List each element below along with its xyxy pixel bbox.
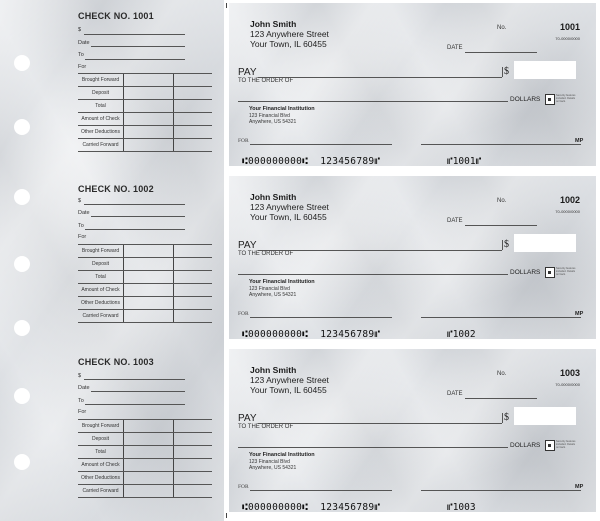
owner-city: Your Town, IL 60455	[250, 212, 327, 222]
check-number: 1002	[559, 195, 580, 205]
bank-name: Your Financial Institution	[249, 106, 315, 112]
check-1002	[229, 176, 596, 339]
stub-date-label: Date	[78, 210, 90, 216]
amount-box[interactable]	[514, 407, 576, 425]
micr-check-number: ⑈1001⑈	[447, 156, 482, 167]
stub-to-label: To	[78, 398, 84, 404]
ledger-cell[interactable]	[124, 258, 174, 271]
ledger-cell[interactable]	[124, 100, 174, 113]
amount-box[interactable]	[514, 61, 576, 79]
ledger-row	[78, 310, 212, 323]
routing-fraction: 70-0000/0000	[555, 36, 580, 41]
memo-label: FOR	[238, 138, 249, 144]
stub-ledger	[78, 73, 212, 152]
padlock-icon	[545, 267, 555, 278]
ledger-row	[78, 472, 212, 485]
micr-check-number: ⑈1002	[447, 329, 476, 340]
ledger-cell[interactable]	[174, 258, 213, 271]
ledger-cell[interactable]	[174, 433, 213, 446]
owner-city: Your Town, IL 60455	[250, 385, 327, 395]
ledger-row	[78, 126, 212, 139]
ledger-cell[interactable]	[174, 284, 213, 297]
ledger-label: Total	[78, 446, 124, 459]
bank-city: Anywhere, US 54321	[249, 292, 297, 298]
check-no-label: No.	[497, 25, 507, 31]
dollar-sign: $	[504, 412, 509, 423]
ledger-label: Brought Forward	[78, 245, 124, 258]
ledger-row	[78, 245, 212, 258]
micr-routing-account: ⑆000000000⑆ 123456789⑈	[242, 156, 381, 167]
dollars-label: DOLLARS	[510, 96, 541, 103]
payee-line[interactable]	[258, 77, 502, 78]
micr-routing-account: ⑆000000000⑆ 123456789⑈	[242, 502, 381, 513]
stub-amount-label: $	[78, 27, 82, 33]
dollar-sign: $	[504, 66, 509, 77]
dollar-sign: $	[504, 239, 509, 250]
ledger-row	[78, 284, 212, 297]
ledger-row	[78, 100, 212, 113]
micr-routing-account: ⑆000000000⑆ 123456789⑈	[242, 329, 381, 340]
perforation-tick	[226, 3, 227, 8]
perforation-tick	[226, 513, 227, 518]
ledger-row	[78, 271, 212, 284]
ledger-cell[interactable]	[124, 485, 174, 498]
ledger-row	[78, 87, 212, 100]
ledger-label: Amount of Check	[78, 113, 124, 126]
stub-date-line[interactable]	[91, 216, 185, 217]
padlock-icon	[545, 440, 555, 451]
bank-name: Your Financial Institution	[249, 279, 315, 285]
payee-line-end	[502, 413, 503, 423]
ledger-cell[interactable]	[174, 459, 213, 472]
owner-city: Your Town, IL 60455	[250, 39, 327, 49]
ledger-row	[78, 485, 212, 498]
stub-amount-line[interactable]	[84, 204, 185, 205]
micr-check-number: ⑈1003	[447, 502, 476, 513]
ledger-row	[78, 139, 212, 152]
stub-for-label: For	[78, 234, 87, 240]
ledger-cell[interactable]	[124, 310, 174, 323]
stub-title: CHECK NO. 1001	[78, 11, 154, 21]
check-stub-1001	[0, 0, 224, 173]
stub-date-label: Date	[78, 40, 90, 46]
ledger-label: Deposit	[78, 87, 124, 100]
ledger-cell[interactable]	[124, 271, 174, 284]
amount-box[interactable]	[514, 234, 576, 252]
payee-line[interactable]	[258, 423, 502, 424]
stub-amount-line[interactable]	[84, 34, 185, 35]
ledger-cell[interactable]	[174, 74, 213, 87]
pay-label: PAY	[238, 240, 257, 251]
routing-fraction: 70-0000/0000	[555, 209, 580, 214]
stub-ledger	[78, 419, 212, 498]
stub-to-label: To	[78, 52, 84, 58]
date-label: DATE	[447, 391, 463, 397]
ledger-label: Amount of Check	[78, 459, 124, 472]
ledger-row	[78, 258, 212, 271]
security-features-text: Security features included. Details on back.	[556, 94, 576, 104]
ledger-cell[interactable]	[124, 74, 174, 87]
ledger-cell[interactable]	[124, 297, 174, 310]
ledger-label: Total	[78, 271, 124, 284]
order-label: TO THE ORDER OF	[238, 251, 294, 257]
ledger-label: Other Deductions	[78, 297, 124, 310]
ledger-cell[interactable]	[124, 420, 174, 433]
dollars-label: DOLLARS	[510, 442, 541, 449]
check-stub-column	[0, 0, 224, 521]
owner-street: 123 Anywhere Street	[250, 375, 329, 385]
mp-mark: MP	[575, 484, 584, 490]
ledger-label: Total	[78, 100, 124, 113]
ledger-cell[interactable]	[124, 446, 174, 459]
owner-street: 123 Anywhere Street	[250, 202, 329, 212]
date-line[interactable]	[465, 52, 537, 53]
ledger-row	[78, 446, 212, 459]
memo-label: FOR	[238, 311, 249, 317]
bank-street: 123 Financial Blvd	[249, 459, 290, 465]
signature-line[interactable]	[421, 144, 581, 145]
signature-line[interactable]	[421, 317, 581, 318]
mp-mark: MP	[575, 138, 584, 144]
check-number: 1001	[559, 22, 580, 32]
check-1003	[229, 349, 596, 512]
pay-label: PAY	[238, 413, 257, 424]
date-label: DATE	[447, 218, 463, 224]
ledger-cell[interactable]	[174, 113, 213, 126]
date-line[interactable]	[465, 225, 537, 226]
ledger-cell[interactable]	[124, 113, 174, 126]
ledger-cell[interactable]	[124, 245, 174, 258]
ledger-label: Other Deductions	[78, 472, 124, 485]
amount-words-line[interactable]	[238, 447, 508, 448]
payee-line[interactable]	[258, 250, 502, 251]
ledger-label: Amount of Check	[78, 284, 124, 297]
ledger-label: Brought Forward	[78, 74, 124, 87]
ledger-cell[interactable]	[174, 100, 213, 113]
ledger-row	[78, 459, 212, 472]
payee-line-end	[502, 67, 503, 77]
check-stub-1003	[0, 346, 224, 519]
stub-to-label: To	[78, 223, 84, 229]
stub-date-line[interactable]	[91, 46, 185, 47]
ledger-cell[interactable]	[174, 245, 213, 258]
stub-for-label: For	[78, 409, 87, 415]
stub-to-line[interactable]	[85, 229, 185, 230]
ledger-label: Carried Forward	[78, 139, 124, 152]
ledger-cell[interactable]	[174, 126, 213, 139]
bank-city: Anywhere, US 54321	[249, 119, 297, 125]
stub-title: CHECK NO. 1002	[78, 184, 154, 194]
check-stub-1002	[0, 173, 224, 346]
ledger-cell[interactable]	[174, 310, 213, 323]
memo-line[interactable]	[250, 317, 392, 318]
ledger-label: Carried Forward	[78, 310, 124, 323]
ledger-cell[interactable]	[124, 139, 174, 152]
check-no-label: No.	[497, 371, 507, 377]
ledger-cell[interactable]	[174, 87, 213, 100]
ledger-cell[interactable]	[174, 485, 213, 498]
ledger-row	[78, 113, 212, 126]
owner-name: John Smith	[250, 192, 297, 202]
ledger-label: Deposit	[78, 258, 124, 271]
ledger-label: Carried Forward	[78, 485, 124, 498]
ledger-cell[interactable]	[174, 472, 213, 485]
memo-label: FOR	[238, 484, 249, 490]
ledger-label: Brought Forward	[78, 420, 124, 433]
security-features-text: Security features included. Details on back.	[556, 440, 576, 450]
date-label: DATE	[447, 45, 463, 51]
order-label: TO THE ORDER OF	[238, 78, 294, 84]
ledger-cell[interactable]	[124, 87, 174, 100]
ledger-cell[interactable]	[174, 446, 213, 459]
owner-name: John Smith	[250, 19, 297, 29]
owner-name: John Smith	[250, 365, 297, 375]
stub-amount-line[interactable]	[84, 379, 185, 380]
ledger-cell[interactable]	[124, 284, 174, 297]
ledger-label: Other Deductions	[78, 126, 124, 139]
payee-line-end	[502, 240, 503, 250]
ledger-row	[78, 74, 212, 87]
stub-amount-label: $	[78, 373, 82, 379]
ledger-cell[interactable]	[124, 472, 174, 485]
bank-street: 123 Financial Blvd	[249, 113, 290, 119]
ledger-cell[interactable]	[174, 420, 213, 433]
security-features-text: Security features included. Details on back.	[556, 267, 576, 277]
amount-words-line[interactable]	[238, 101, 508, 102]
ledger-cell[interactable]	[124, 459, 174, 472]
bank-street: 123 Financial Blvd	[249, 286, 290, 292]
owner-street: 123 Anywhere Street	[250, 29, 329, 39]
pay-label: PAY	[238, 67, 257, 78]
routing-fraction: 70-0000/0000	[555, 382, 580, 387]
stub-to-line[interactable]	[85, 59, 185, 60]
bank-name: Your Financial Institution	[249, 452, 315, 458]
ledger-label: Deposit	[78, 433, 124, 446]
mp-mark: MP	[575, 311, 584, 317]
ledger-row	[78, 297, 212, 310]
padlock-icon	[545, 94, 555, 105]
dollars-label: DOLLARS	[510, 269, 541, 276]
check-no-label: No.	[497, 198, 507, 204]
stub-for-label: For	[78, 64, 87, 70]
stub-ledger	[78, 244, 212, 323]
signature-line[interactable]	[421, 490, 581, 491]
ledger-cell[interactable]	[174, 139, 213, 152]
bank-city: Anywhere, US 54321	[249, 465, 297, 471]
memo-line[interactable]	[250, 490, 392, 491]
amount-words-line[interactable]	[238, 274, 508, 275]
check-1001	[229, 3, 596, 166]
stub-to-line[interactable]	[85, 404, 185, 405]
ledger-row	[78, 420, 212, 433]
stub-title: CHECK NO. 1003	[78, 357, 154, 367]
date-line[interactable]	[465, 398, 537, 399]
ledger-cell[interactable]	[124, 126, 174, 139]
order-label: TO THE ORDER OF	[238, 424, 294, 430]
ledger-cell[interactable]	[174, 271, 213, 284]
check-number: 1003	[559, 368, 580, 378]
ledger-cell[interactable]	[174, 297, 213, 310]
stub-date-label: Date	[78, 385, 90, 391]
ledger-row	[78, 433, 212, 446]
memo-line[interactable]	[250, 144, 392, 145]
ledger-cell[interactable]	[124, 433, 174, 446]
stub-amount-label: $	[78, 198, 82, 204]
stub-date-line[interactable]	[91, 391, 185, 392]
